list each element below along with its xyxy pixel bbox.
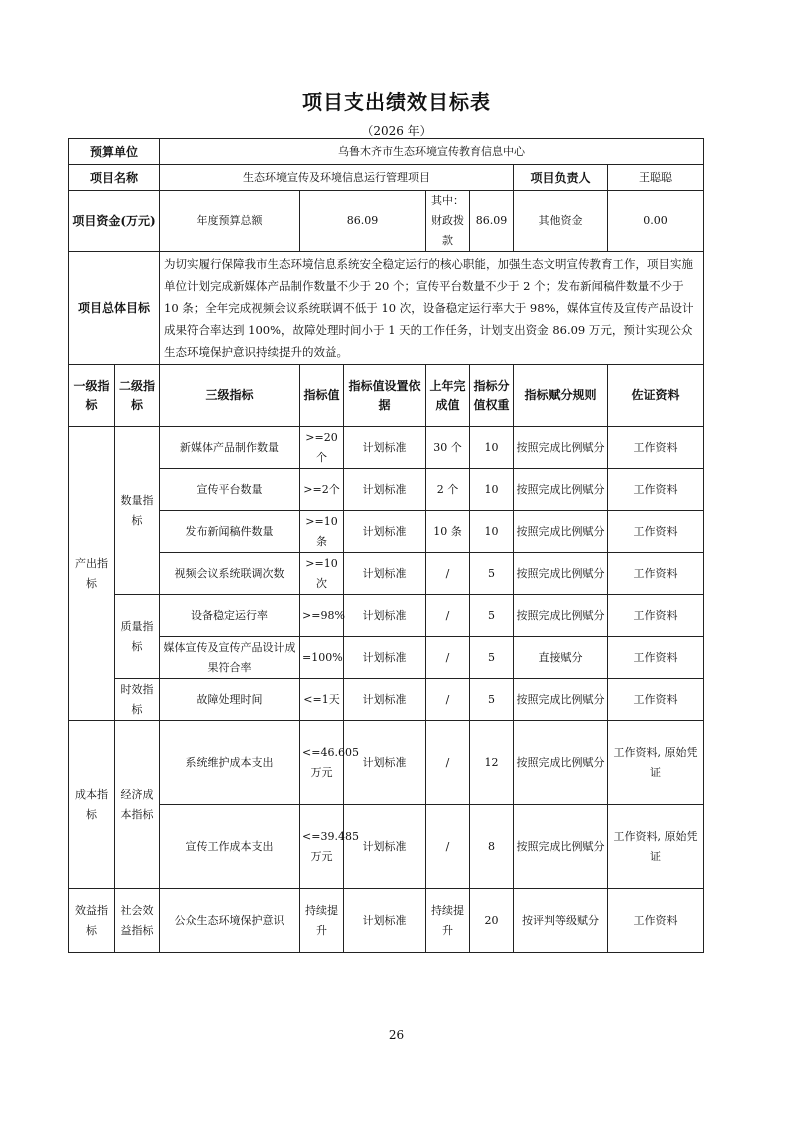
table-row [69,427,704,469]
table-row [69,679,704,721]
annual-budget-label: 年度预算总额 [160,191,300,252]
group-quantity: 数量指标 [115,427,160,595]
indicator-rule: 按照完成比例赋分 [514,469,608,511]
indicator-basis: 计划标准 [344,679,426,721]
fiscal-label: 其中：财政拨款 [426,191,470,252]
indicator-name: 公众生态环境保护意识 [160,889,300,953]
header-basis: 指标值设置依据 [344,365,426,427]
indicator-basis: 计划标准 [344,805,426,889]
indicator-evidence: 工作资料 [608,553,704,595]
table-row [69,553,704,595]
indicator-value: >=20个 [300,427,344,469]
indicator-evidence: 工作资料 [608,469,704,511]
table-row [69,721,704,805]
indicator-value: <=39.485万元 [300,805,344,889]
indicator-name: 系统维护成本支出 [160,721,300,805]
indicator-evidence: 工作资料 [608,679,704,721]
indicator-value: >=98% [300,595,344,637]
other-fund-label: 其他资金 [514,191,608,252]
indicator-basis: 计划标准 [344,889,426,953]
indicator-evidence: 工作资料 [608,595,704,637]
indicator-rule: 按照完成比例赋分 [514,805,608,889]
table-row [69,889,704,953]
indicator-evidence: 工作资料 [608,427,704,469]
overall-goal-label: 项目总体目标 [69,252,160,365]
table-row [69,805,704,889]
project-fund-label: 项目资金(万元) [69,191,160,252]
indicator-rule: 按照完成比例赋分 [514,511,608,553]
indicator-weight: 5 [470,679,514,721]
annual-budget-value: 86.09 [300,191,426,252]
indicator-value: >=10条 [300,511,344,553]
group-social-benefit: 社会效益指标 [115,889,160,953]
indicator-name: 发布新闻稿件数量 [160,511,300,553]
group-benefit: 效益指标 [69,889,115,953]
indicator-evidence: 工作资料 [608,889,704,953]
indicator-last: 持续提升 [426,889,470,953]
indicator-rule: 按照完成比例赋分 [514,427,608,469]
table-row [69,511,704,553]
group-quality: 质量指标 [115,595,160,679]
table-row [69,469,704,511]
indicator-last: / [426,595,470,637]
indicator-evidence: 工作资料, 原始凭证 [608,805,704,889]
budget-unit-label: 预算单位 [69,139,160,165]
performance-table [68,138,704,953]
header-level2: 二级指标 [115,365,160,427]
project-leader-value: 王聪聪 [608,165,704,191]
header-last-year: 上年完成值 [426,365,470,427]
indicator-rule: 直接赋分 [514,637,608,679]
group-timeliness: 时效指标 [115,679,160,721]
header-rule: 指标赋分规则 [514,365,608,427]
indicator-name: 视频会议系统联调次数 [160,553,300,595]
indicator-name: 宣传工作成本支出 [160,805,300,889]
indicator-weight: 8 [470,805,514,889]
page-title: 项目支出绩效目标表 [302,90,491,114]
indicator-last: / [426,805,470,889]
indicator-basis: 计划标准 [344,721,426,805]
indicator-name: 设备稳定运行率 [160,595,300,637]
indicator-rule: 按照完成比例赋分 [514,595,608,637]
indicator-weight: 10 [470,427,514,469]
budget-unit-value: 乌鲁木齐市生态环境宣传教育信息中心 [160,139,704,165]
indicator-value: >=2个 [300,469,344,511]
header-evidence: 佐证资料 [608,365,704,427]
header-value: 指标值 [300,365,344,427]
indicator-basis: 计划标准 [344,427,426,469]
indicator-last: 10 条 [426,511,470,553]
indicator-weight: 5 [470,553,514,595]
indicator-weight: 10 [470,469,514,511]
header-level1: 一级指标 [69,365,115,427]
header-weight: 指标分值权重 [470,365,514,427]
table-row [69,595,704,637]
indicator-value: =100% [300,637,344,679]
indicator-evidence: 工作资料, 原始凭证 [608,721,704,805]
indicator-name: 新媒体产品制作数量 [160,427,300,469]
indicator-last: / [426,721,470,805]
header-level3: 三级指标 [160,365,300,427]
indicator-weight: 5 [470,637,514,679]
indicator-basis: 计划标准 [344,553,426,595]
indicator-rule: 按照完成比例赋分 [514,721,608,805]
indicator-weight: 12 [470,721,514,805]
indicator-rule: 按照完成比例赋分 [514,679,608,721]
group-economic-cost: 经济成本指标 [115,721,160,889]
indicator-last: / [426,637,470,679]
indicator-last: 2 个 [426,469,470,511]
indicator-name: 宣传平台数量 [160,469,300,511]
indicator-value: <=1天 [300,679,344,721]
indicator-basis: 计划标准 [344,511,426,553]
indicator-rule: 按评判等级赋分 [514,889,608,953]
indicator-weight: 5 [470,595,514,637]
year-label: （2026 年） [361,124,432,138]
group-output: 产出指标 [69,427,115,721]
project-name-label: 项目名称 [69,165,160,191]
indicator-weight: 20 [470,889,514,953]
indicator-evidence: 工作资料 [608,637,704,679]
other-fund-value: 0.00 [608,191,704,252]
indicator-value: <=46.605万元 [300,721,344,805]
indicator-basis: 计划标准 [344,595,426,637]
page-number: 26 [388,1028,405,1042]
indicator-value: >=10次 [300,553,344,595]
indicator-last: / [426,553,470,595]
project-name-value: 生态环境宣传及环境信息运行管理项目 [160,165,514,191]
indicator-name: 故障处理时间 [160,679,300,721]
indicator-last: 30 个 [426,427,470,469]
overall-goal-text: 为切实履行保障我市生态环境信息系统安全稳定运行的核心职能，加强生态文明宣传教育工作，项目实施单位计划完成新媒体产品制作数量不少于 20 个；宣传平台数量不少于 2 个；发布新闻稿件数量不少于 10 条；全年完成视频会议系统联调不低于 10 次，设备稳定运行率大于 98%，媒体宣传及宣传产品设计成果符合率达到 100%，故障处理时间小于 1 天的工作任务，计划支出资金 86.09 万元，预计实现公众生态环境保护意识持续提升的效益。 [160,252,704,365]
indicator-value: 持续提升 [300,889,344,953]
project-leader-label: 项目负责人 [514,165,608,191]
indicator-basis: 计划标准 [344,637,426,679]
group-cost: 成本指标 [69,721,115,889]
indicator-weight: 10 [470,511,514,553]
indicator-last: / [426,679,470,721]
indicator-name: 媒体宣传及宣传产品设计成果符合率 [160,637,300,679]
indicator-rule: 按照完成比例赋分 [514,553,608,595]
indicator-basis: 计划标准 [344,469,426,511]
fiscal-value: 86.09 [470,191,514,252]
table-row [69,637,704,679]
indicator-evidence: 工作资料 [608,511,704,553]
